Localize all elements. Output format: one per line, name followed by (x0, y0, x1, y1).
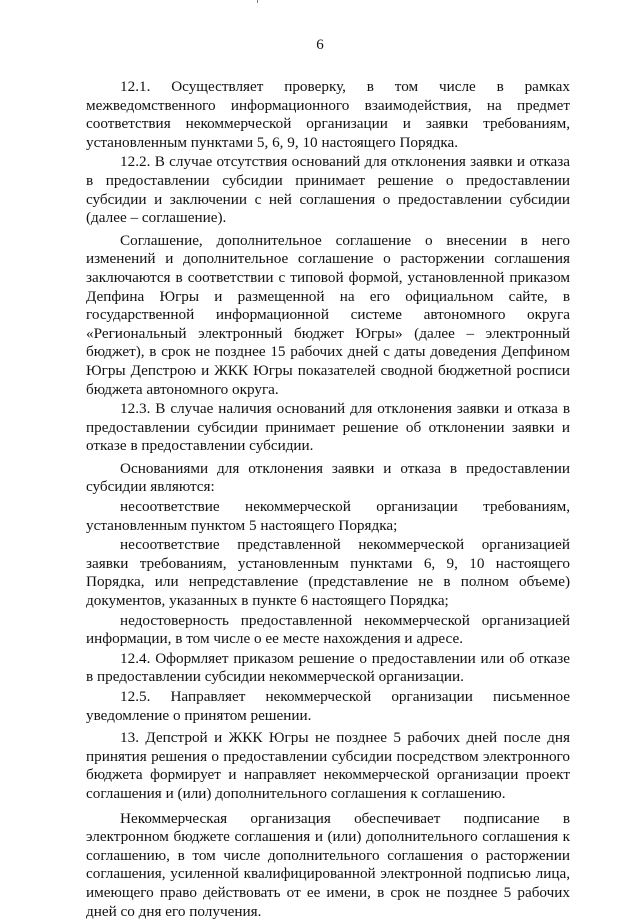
paragraph-12-1: 12.1. Осуществляет проверку, в том числе в рамках межведомственного информационного взаимодействия, на предмет соответствия некоммерческой организации и заявки требованиям, установленным пунктами 5, 6, 9, 10 настоящего Порядка. (86, 78, 570, 151)
scan-mark (257, 0, 258, 3)
paragraph-ground-3: недостоверность предоставленной некоммерческой организацией информации, в том числе о ее месте нахождения и адресе. (86, 611, 570, 648)
paragraph-12-3: 12.3. В случае наличия оснований для отклонения заявки и отказа в предоставлении субсидии принимает решение об отклонении заявки и отказе в предоставлении субсидии. (86, 400, 570, 455)
paragraph-ground-1: несоответствие некоммерческой организации требованиям, установленным пунктом 5 настоящего Порядка; (86, 498, 570, 534)
paragraph-agreement: Соглашение, дополнительное соглашение о внесении в него изменений и дополнительное соглашение о расторжении соглашения заключаются в соответствии с типовой формой, установленной приказом Депфина Югры и размещенной на его официальном сайте, в государственной информационной системе автономного округа «Региональный электронный бюджет Югры» (далее – электронный бюджет), в срок не позднее 15 рабочих дней с даты доведения Депфином Югры Депстрою и ЖКК Югры показателей сводной бюджетной росписи бюджета автономного округа. (86, 231, 570, 398)
paragraph-signing: Некоммерческая организация обеспечивает подписание в электронном бюджете соглашения и (или) дополнительного соглашения к соглашению, в том числе дополнительного соглашения о расторжении соглашения, усиленной квалифицированной электронной подписью лица, имеющего право действовать от ее имени, в срок не позднее 5 рабочих дней со дня его получения. (86, 809, 570, 920)
paragraph-12-4: 12.4. Оформляет приказом решение о предоставлении или об отказе в предоставлении субсидии некоммерческой организации. (86, 649, 570, 686)
page-number: 6 (316, 37, 324, 53)
paragraph-ground-2: несоответствие представленной некоммерческой организацией заявки требованиям, установленным пунктами 6, 9, 10 настоящего Порядка, или непредставление (представление не в полном объеме) документов, указанных в пункте 6 настоящего Порядка; (86, 536, 570, 610)
paragraph-13: 13. Депстрой и ЖКК Югры не позднее 5 рабочих дней после дня принятия решения о предоставлении субсидии посредством электронного бюджета формирует и направляет некоммерческой организации проект соглашения и (или) дополнительного соглашения к соглашению. (86, 729, 570, 802)
paragraph-grounds: Основаниями для отклонения заявки и отказа в предоставлении субсидии являются: (86, 459, 570, 496)
paragraph-12-5: 12.5. Направляет некоммерческой организации письменное уведомление о принятом решении. (86, 688, 570, 724)
paragraph-12-2: 12.2. В случае отсутствия оснований для отклонения заявки и отказа в предоставлении субсидии принимает решение о предоставлении субсидии и заключении с ней соглашения о предоставлении субсидии (далее – соглашение). (86, 153, 570, 227)
document-body (86, 78, 570, 921)
